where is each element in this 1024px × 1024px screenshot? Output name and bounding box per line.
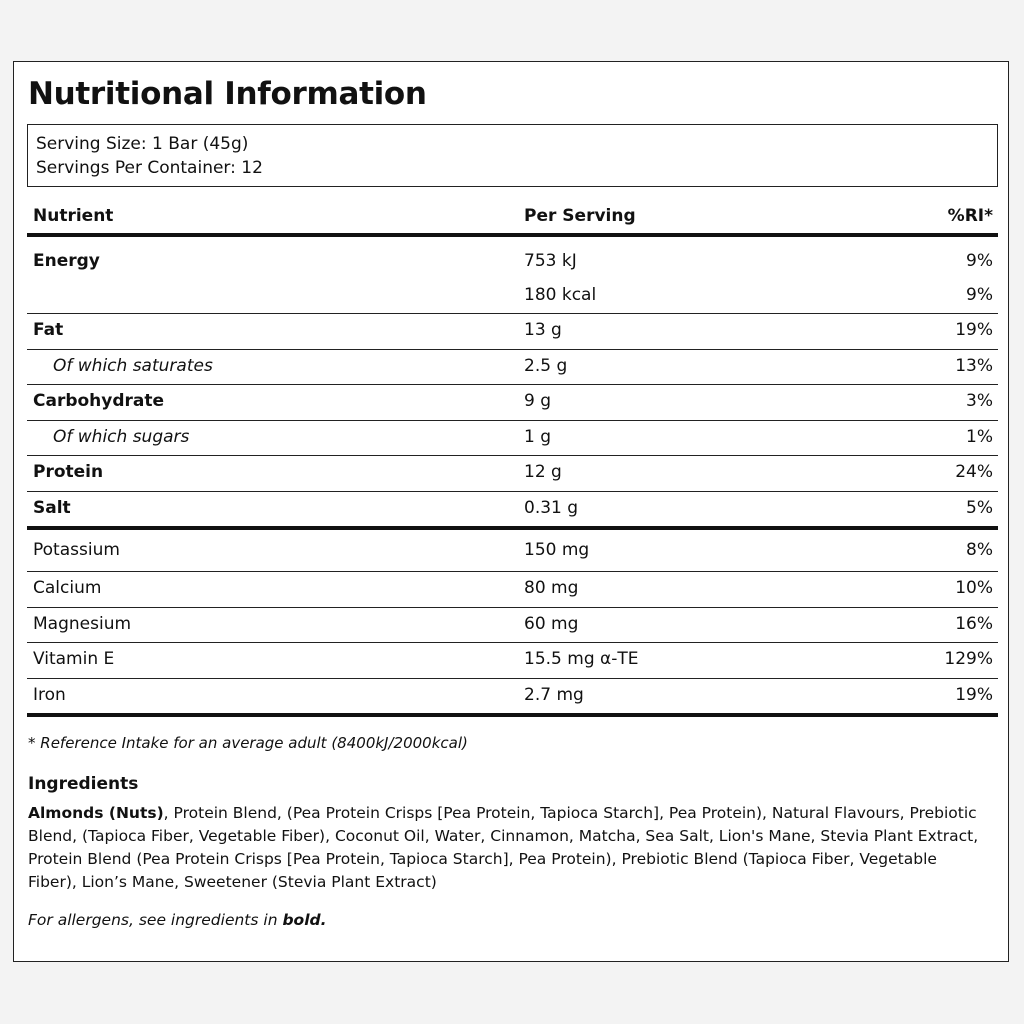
table-header bbox=[27, 200, 998, 237]
nutrient-ri: 13% bbox=[955, 355, 993, 376]
ingredients-rest: , Protein Blend, (Pea Protein Crisps [Pea Protein, Tapioca Starch], Pea Protein), Natural Flavours, Prebiotic Blend, (Tapioca Fiber, Vegetable Fiber), Coconut Oil, Water, Cinnamon, Matcha, Sea Salt, Lion's Mane, Stevia Plant Extract, Protein Blend (Pea Protein Crisps [Pea Protein, Tapioca Starch], Pea Protein), Prebiotic Blend (Tapioca Fiber, Vegetable Fiber), Lion’s Mane, Sweetener (Stevia Plant Extract) bbox=[28, 804, 979, 891]
nutrient-value: 150 mg bbox=[524, 540, 590, 560]
nutrient-value: 60 mg bbox=[524, 613, 579, 634]
nutrient-ri: 3% bbox=[966, 391, 993, 411]
nutrient-name: Potassium bbox=[33, 540, 120, 560]
table-row-salt bbox=[27, 492, 998, 531]
nutrition-table bbox=[27, 200, 998, 717]
ingredients-allergen-bold: Almonds (Nuts) bbox=[28, 804, 164, 822]
table-row-protein bbox=[27, 456, 998, 492]
allergen-bold-word: bold. bbox=[282, 911, 327, 929]
nutrient-value: 0.31 g bbox=[524, 497, 579, 518]
nutrient-ri: 129% bbox=[944, 649, 993, 669]
nutrient-value: 80 mg bbox=[524, 578, 579, 598]
nutrient-name: Of which sugars bbox=[53, 426, 190, 447]
nutrient-ri: 1% bbox=[966, 426, 993, 447]
nutrient-value: 12 g bbox=[524, 462, 562, 482]
nutrient-name: Calcium bbox=[33, 578, 102, 598]
nutrient-value: 2.7 mg bbox=[524, 684, 584, 705]
serving-size: Serving Size: 1 Bar (45g) bbox=[36, 134, 249, 154]
table-row-potassium bbox=[27, 530, 998, 572]
table-row-saturates bbox=[27, 350, 998, 386]
nutrient-name: Vitamin E bbox=[33, 649, 115, 669]
table-row-calcium bbox=[27, 572, 998, 608]
nutrient-name: Salt bbox=[33, 497, 71, 518]
nutrient-name: Protein bbox=[33, 462, 104, 482]
ri-footnote: * Reference Intake for an average adult (8400kJ/2000kcal) bbox=[28, 734, 468, 752]
nutrient-ri: 19% bbox=[955, 684, 993, 705]
table-row-sugars bbox=[27, 421, 998, 457]
nutrient-ri: 10% bbox=[955, 578, 993, 598]
table-row-carbohydrate bbox=[27, 385, 998, 421]
energy-kcal-ri: 9% bbox=[966, 285, 993, 305]
nutrient-value: 15.5 mg α-TE bbox=[524, 649, 639, 669]
allergen-note bbox=[28, 911, 327, 929]
serving-info-box bbox=[27, 124, 998, 187]
nutrition-panel bbox=[13, 61, 1009, 962]
nutrient-ri: 5% bbox=[966, 497, 993, 518]
table-row-fat bbox=[27, 314, 998, 350]
nutrient-ri: 24% bbox=[955, 462, 993, 482]
header-ri: %RI* bbox=[947, 206, 993, 226]
ingredients-heading: Ingredients bbox=[28, 774, 139, 794]
table-row-vitamin-e bbox=[27, 643, 998, 679]
nutrient-value: 2.5 g bbox=[524, 355, 568, 376]
header-per-serving: Per Serving bbox=[524, 206, 636, 226]
nutrient-value: 13 g bbox=[524, 320, 562, 340]
table-row-iron bbox=[27, 679, 998, 718]
nutrient-name: Fat bbox=[33, 320, 64, 340]
nutrient-ri: 16% bbox=[955, 613, 993, 634]
page-title: Nutritional Information bbox=[28, 76, 427, 112]
nutrient-name: Energy bbox=[33, 251, 100, 271]
servings-per-container: Servings Per Container: 12 bbox=[36, 158, 263, 178]
nutrient-ri: 8% bbox=[966, 540, 993, 560]
nutrient-name: Magnesium bbox=[33, 613, 132, 634]
nutrient-ri: 19% bbox=[955, 320, 993, 340]
nutrient-name: Iron bbox=[33, 684, 66, 705]
energy-kj-ri: 9% bbox=[966, 251, 993, 271]
header-nutrient: Nutrient bbox=[33, 206, 114, 226]
allergen-prefix: For allergens, see ingredients in bbox=[28, 911, 283, 929]
nutrient-name: Of which saturates bbox=[53, 355, 213, 376]
table-row-magnesium bbox=[27, 608, 998, 644]
ingredients-text bbox=[28, 802, 988, 894]
energy-kj: 753 kJ bbox=[524, 251, 577, 271]
nutrient-name: Carbohydrate bbox=[33, 391, 165, 411]
energy-kcal: 180 kcal bbox=[524, 285, 597, 305]
nutrient-value: 9 g bbox=[524, 391, 552, 411]
table-row-energy bbox=[27, 237, 998, 314]
nutrient-value: 1 g bbox=[524, 426, 552, 447]
